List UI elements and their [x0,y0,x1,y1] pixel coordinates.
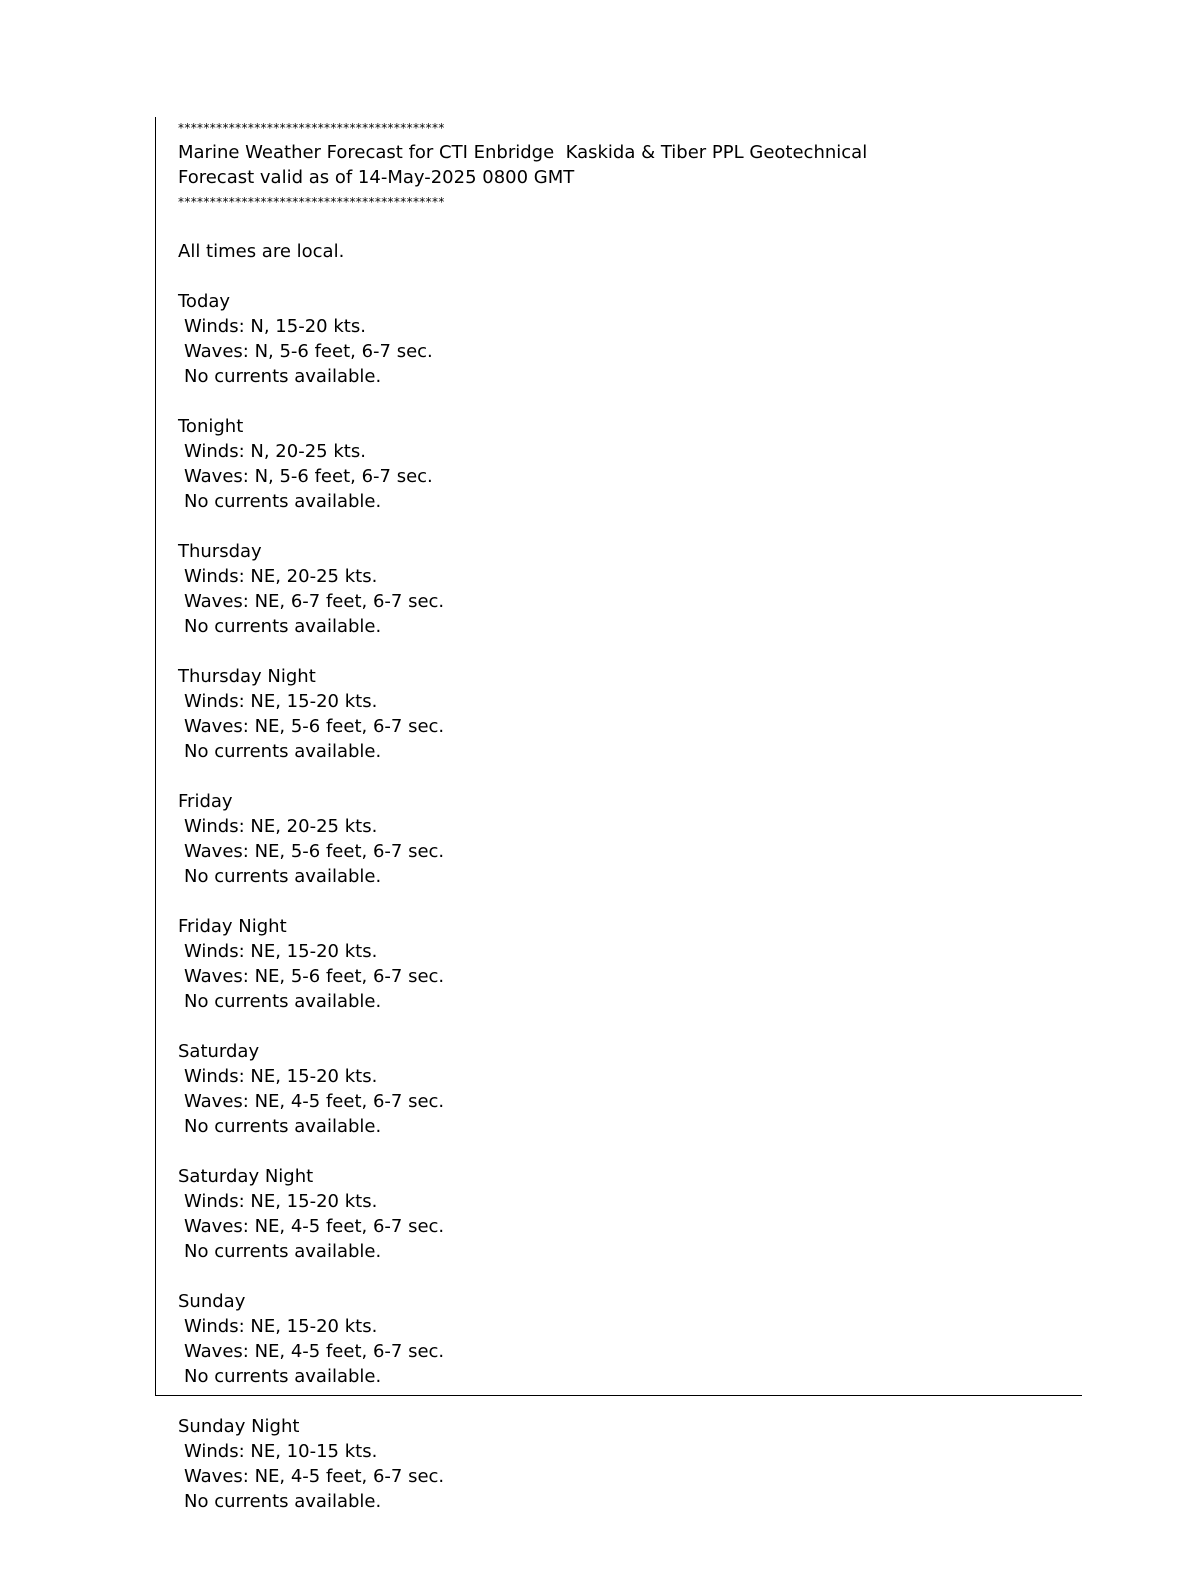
period-currents: No currents available. [184,1241,382,1262]
spacer [178,1389,1058,1414]
period-name: Today [178,291,231,312]
period-currents: No currents available. [184,991,382,1012]
spacer [178,514,1058,539]
spacer [178,389,1058,414]
period-name: Thursday Night [178,666,316,687]
period-waves: Waves: NE, 4-5 feet, 6-7 sec. [184,1341,445,1362]
period-currents: No currents available. [184,1366,382,1387]
period-currents: No currents available. [184,866,382,887]
period-winds: Winds: N, 20-25 kts. [184,441,366,462]
spacer [178,1014,1058,1039]
forecast-period [178,1039,1058,1164]
spacer [178,214,1058,239]
period-name: Tonight [178,416,244,437]
period-currents: No currents available. [184,741,382,762]
period-currents: No currents available. [184,616,382,637]
forecast-period [178,289,1058,414]
period-name: Saturday [178,1041,260,1062]
period-winds: Winds: NE, 15-20 kts. [184,1066,378,1087]
period-currents: No currents available. [184,1116,382,1137]
forecast-period [178,539,1058,664]
times-note: All times are local. [178,241,345,262]
period-currents: No currents available. [184,1491,382,1512]
period-currents: No currents available. [184,491,382,512]
period-winds: Winds: NE, 20-25 kts. [184,816,378,837]
forecast-valid-time: Forecast valid as of 14-May-2025 0800 GMT [178,167,575,188]
period-name: Saturday Night [178,1166,314,1187]
forecast-content [178,116,1058,1514]
forecast-period [178,664,1058,789]
period-currents: No currents available. [184,366,382,387]
period-waves: Waves: N, 5-6 feet, 6-7 sec. [184,341,433,362]
period-name: Sunday [178,1291,246,1312]
separator-bottom: ****************************************** [178,195,445,209]
forecast-period [178,914,1058,1039]
forecast-periods [178,289,1058,1514]
period-winds: Winds: NE, 15-20 kts. [184,691,378,712]
period-winds: Winds: N, 15-20 kts. [184,316,366,337]
forecast-period [178,414,1058,539]
spacer [178,889,1058,914]
period-name: Thursday [178,541,262,562]
spacer [178,1139,1058,1164]
forecast-period [178,1414,1058,1514]
forecast-period [178,1164,1058,1289]
separator-top: ****************************************** [178,121,445,135]
spacer [178,639,1058,664]
period-waves: Waves: NE, 5-6 feet, 6-7 sec. [184,841,445,862]
forecast-title: Marine Weather Forecast for CTI Enbridge Kaskida & Tiber PPL Geotechnical [178,142,868,163]
period-name: Friday Night [178,916,287,937]
period-waves: Waves: NE, 5-6 feet, 6-7 sec. [184,966,445,987]
period-waves: Waves: NE, 4-5 feet, 6-7 sec. [184,1216,445,1237]
period-waves: Waves: NE, 5-6 feet, 6-7 sec. [184,716,445,737]
period-name: Friday [178,791,233,812]
period-waves: Waves: N, 5-6 feet, 6-7 sec. [184,466,433,487]
period-winds: Winds: NE, 15-20 kts. [184,941,378,962]
period-waves: Waves: NE, 4-5 feet, 6-7 sec. [184,1091,445,1112]
forecast-period [178,1289,1058,1414]
forecast-period [178,789,1058,914]
frame-left-border [155,117,156,1396]
period-waves: Waves: NE, 4-5 feet, 6-7 sec. [184,1466,445,1487]
period-winds: Winds: NE, 20-25 kts. [184,566,378,587]
period-winds: Winds: NE, 15-20 kts. [184,1191,378,1212]
spacer [178,264,1058,289]
spacer [178,764,1058,789]
spacer [178,1264,1058,1289]
period-name: Sunday Night [178,1416,300,1437]
period-waves: Waves: NE, 6-7 feet, 6-7 sec. [184,591,445,612]
period-winds: Winds: NE, 15-20 kts. [184,1316,378,1337]
period-winds: Winds: NE, 10-15 kts. [184,1441,378,1462]
